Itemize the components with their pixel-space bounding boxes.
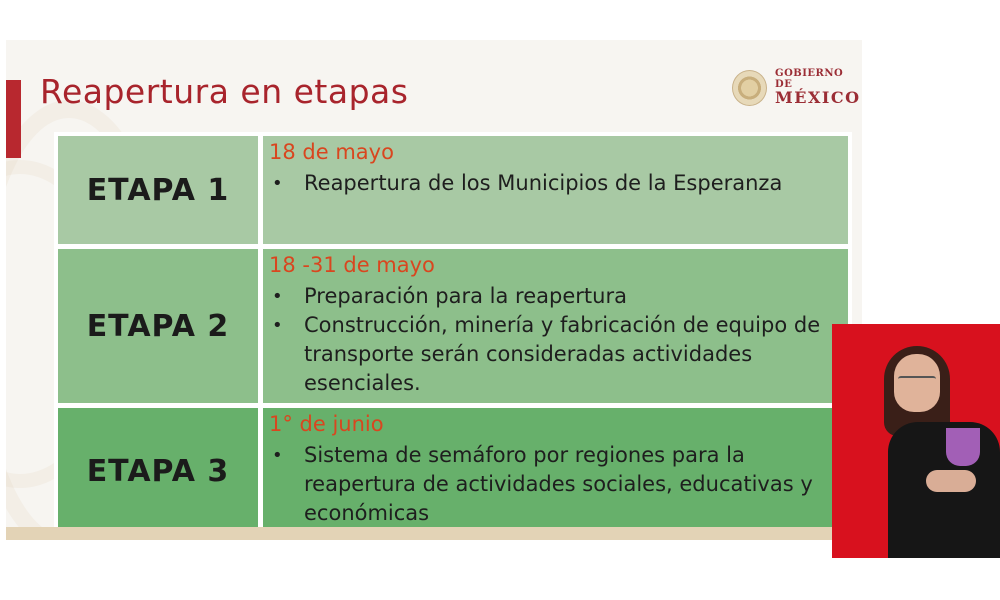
stage-row — [57, 135, 849, 245]
stage-details — [262, 135, 849, 245]
stage-details — [262, 248, 849, 404]
gobierno-de-mexico-logo — [732, 68, 862, 108]
stage-bullet-item: • Sistema de semáforo por regiones para la reapertura de actividades sociales, educativas y económicas — [269, 441, 838, 528]
stage-label: ETAPA 3 — [57, 407, 259, 535]
sign-language-interpreter-video — [832, 324, 1000, 558]
interpreter-hands — [926, 470, 976, 492]
stage-bullet-list — [269, 282, 838, 398]
slide-title: Reapertura en etapas — [40, 72, 409, 111]
stages-table — [54, 132, 852, 538]
stage-bullet-list — [269, 441, 838, 528]
title-accent-bar — [6, 80, 21, 158]
stage-row — [57, 407, 849, 535]
stage-bullet-list — [269, 169, 838, 198]
logo-line-2: MÉXICO — [775, 88, 861, 108]
interpreter-shirt — [946, 428, 980, 466]
presentation-slide — [6, 40, 862, 540]
stage-bullet-item: • Preparación para la reapertura — [269, 282, 838, 311]
stage-label: ETAPA 1 — [57, 135, 259, 245]
stage-date: 18 de mayo — [269, 140, 394, 164]
stage-bullet-item: • Construcción, minería y fabricación de equipo de transporte serán consideradas actividades esenciales. — [269, 311, 838, 398]
stage-details — [262, 407, 849, 535]
logo-text — [775, 69, 862, 107]
stage-label: ETAPA 2 — [57, 248, 259, 404]
stage-date: 18 -31 de mayo — [269, 253, 435, 277]
stage-bullet-item: • Reapertura de los Municipios de la Esperanza — [269, 169, 838, 198]
glasses-icon — [898, 376, 936, 386]
stage-row — [57, 248, 849, 404]
stage-date: 1° de junio — [269, 412, 384, 436]
national-seal-icon — [732, 70, 767, 106]
slide-bottom-strip — [6, 527, 862, 540]
logo-line-1: GOBIERNO DE — [775, 68, 844, 90]
